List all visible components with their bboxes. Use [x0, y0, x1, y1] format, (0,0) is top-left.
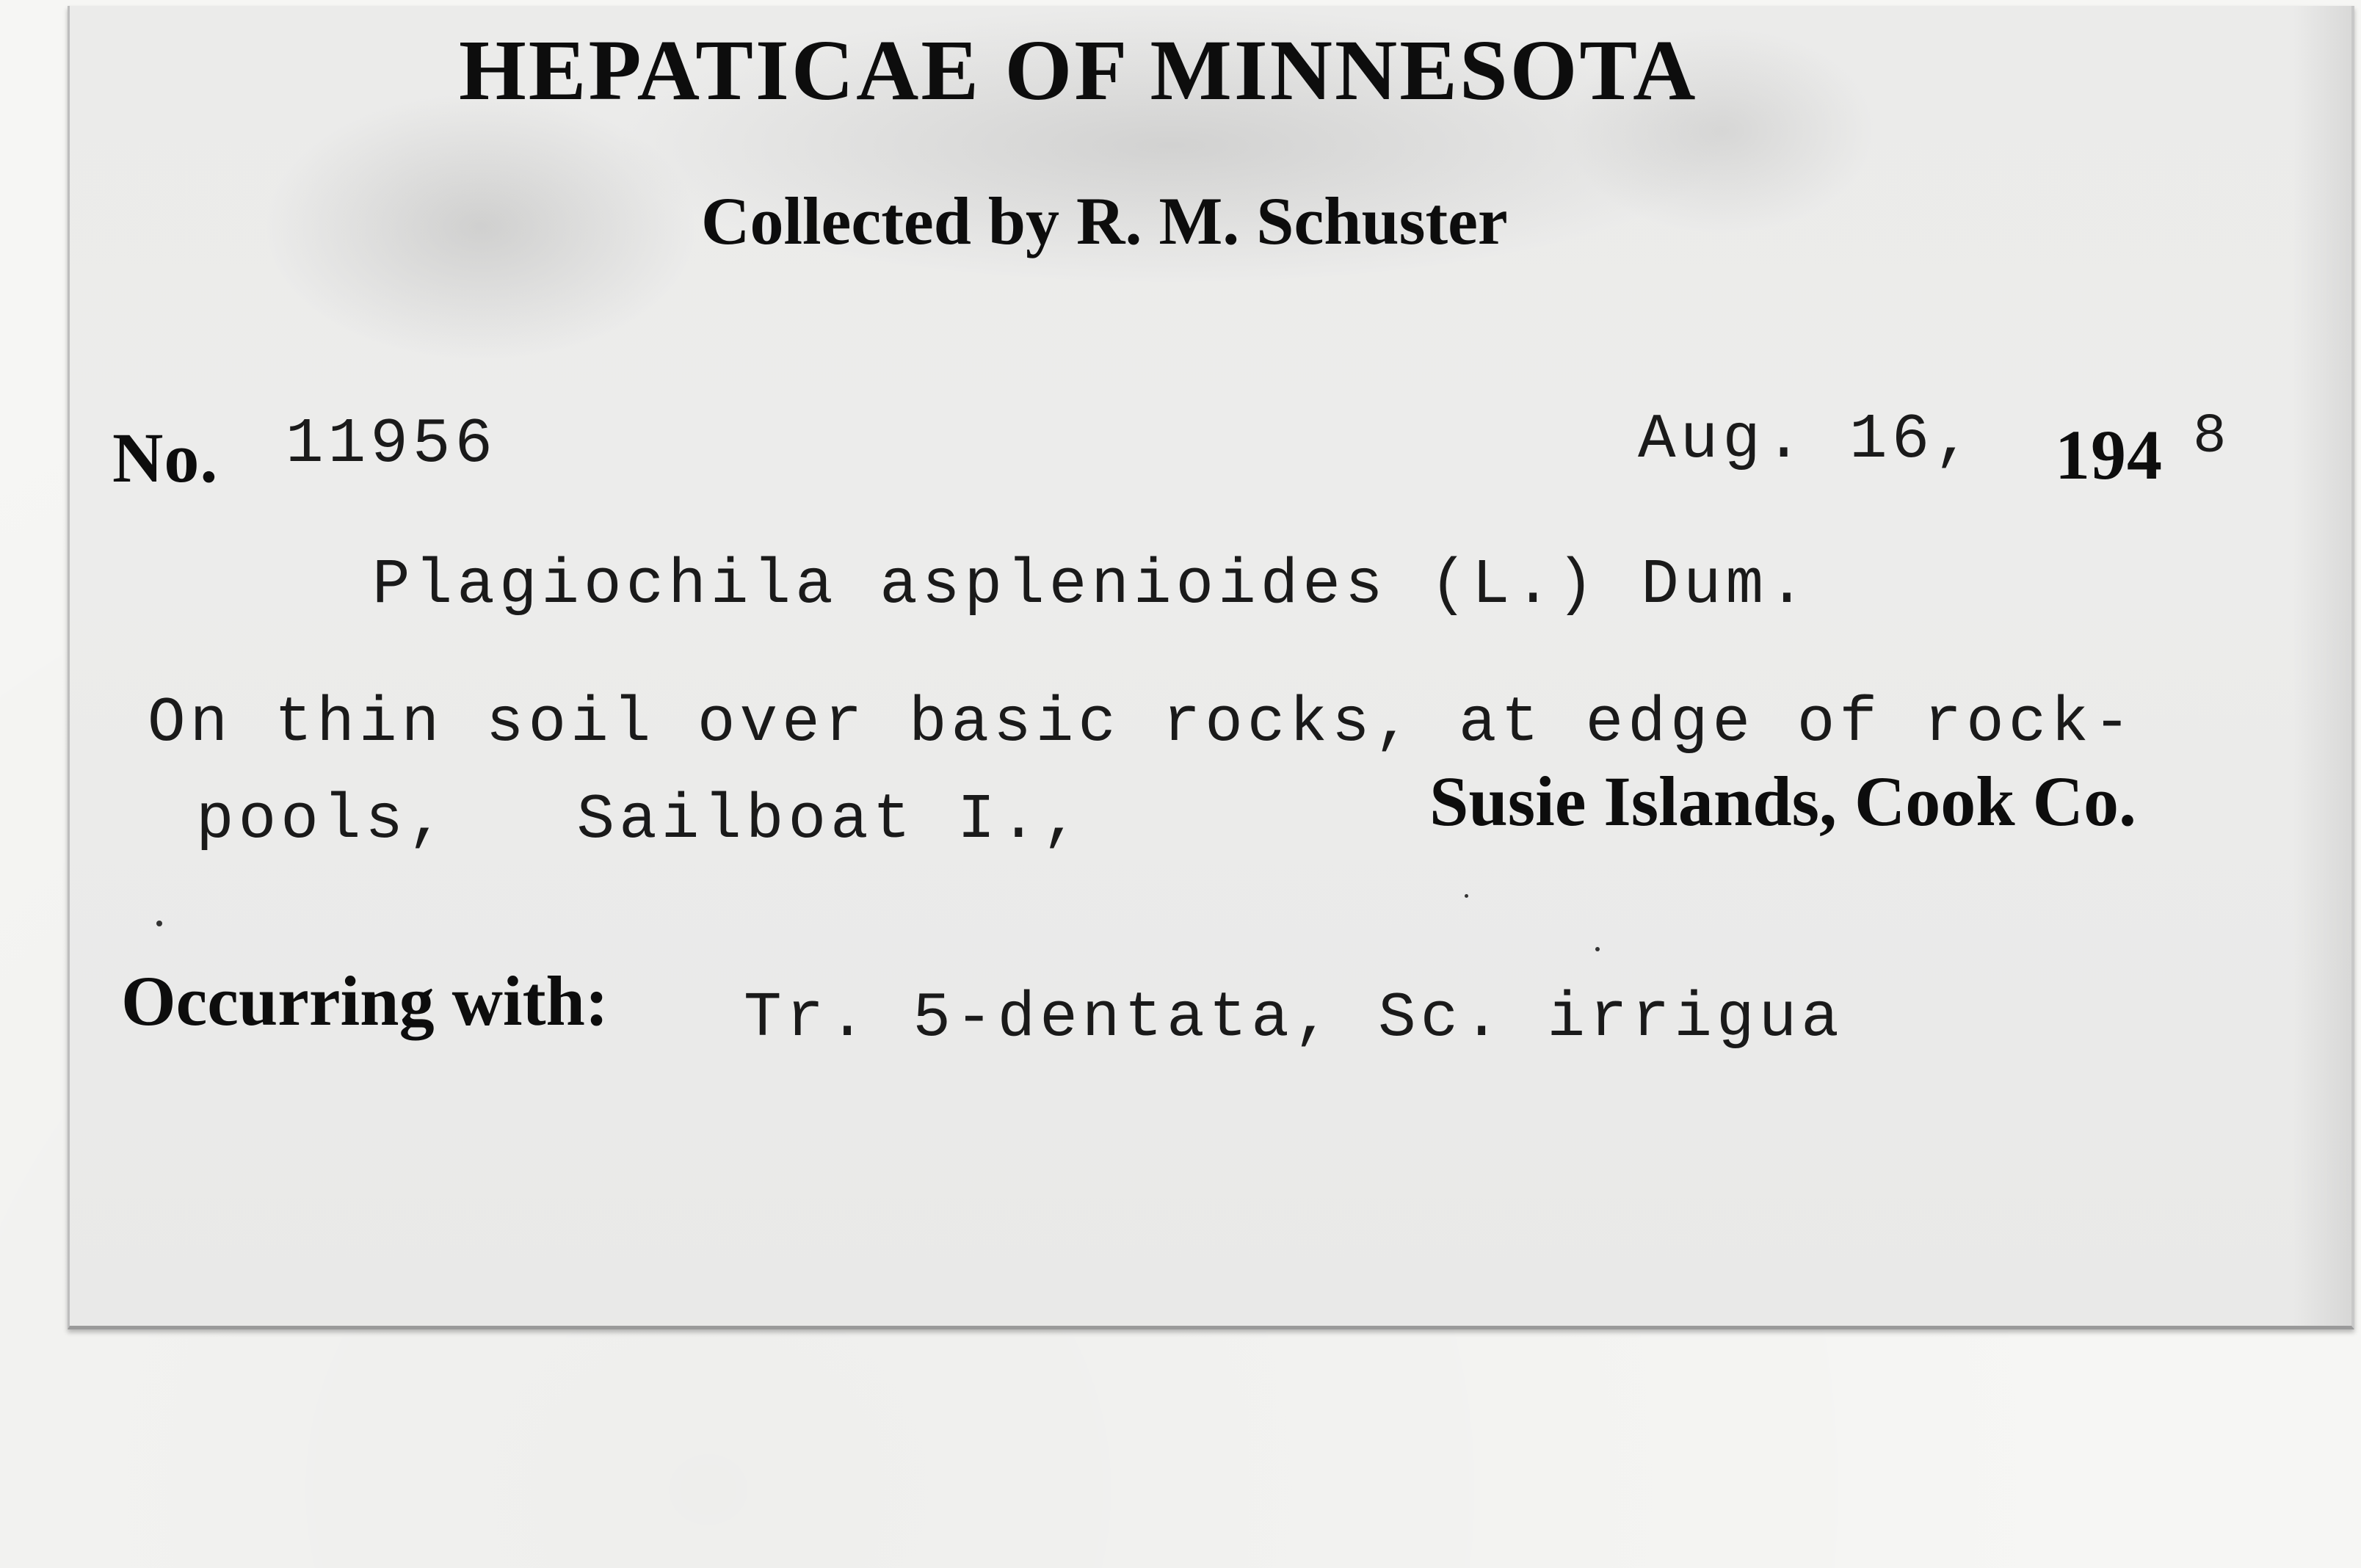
specimen-number: 11956	[286, 408, 498, 480]
habitat-line-2: pools, Sailboat I.,	[196, 784, 1084, 856]
label-title: HEPATICAE OF MINNESOTA	[459, 22, 1698, 118]
year-typed-digit: 8	[2193, 405, 2231, 468]
collector-line: Collected by R. M. Schuster	[701, 184, 1508, 258]
habitat-line-1: On thin soil over basic rocks, at edge of rock-	[148, 687, 2136, 759]
paper-speck	[156, 921, 162, 926]
collection-date: Aug. 16,	[1638, 404, 1976, 476]
associated-species: Tr. 5-dentata, Sc. irrigua	[744, 982, 1843, 1054]
card-edge-shade	[2293, 6, 2351, 1326]
number-label: No.	[112, 418, 219, 497]
herbarium-label-card	[68, 6, 2354, 1329]
year-printed-prefix: 194	[2055, 415, 2163, 494]
paper-speck	[1465, 894, 1468, 898]
locality-printed: Susie Islands, Cook Co.	[1429, 762, 2136, 841]
occurring-with-label: Occurring with:	[121, 962, 609, 1040]
species-name: Plagiochila asplenioides (L.) Dum.	[372, 549, 1810, 621]
paper-speck	[1595, 947, 1600, 951]
